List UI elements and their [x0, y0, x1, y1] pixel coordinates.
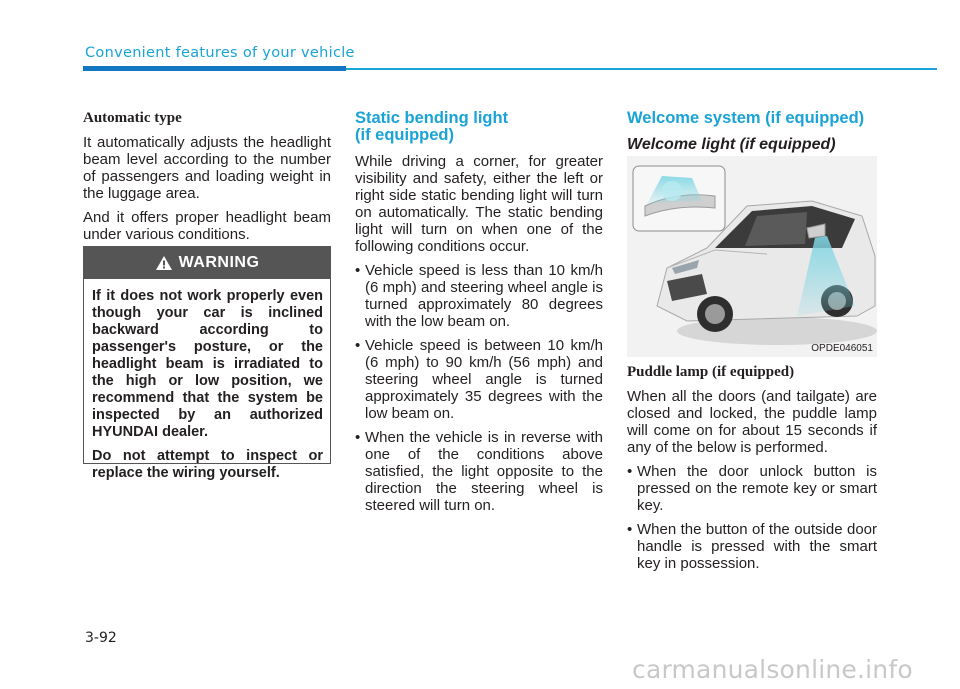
- puddle-lamp-heading: Puddle lamp (if equipped): [627, 364, 795, 380]
- puddle-lamp-conditions: [627, 463, 877, 572]
- column-static-bending-light: [355, 110, 603, 521]
- welcome-light-subheading: Welcome light (if equipped): [627, 136, 836, 153]
- page-number: 3-92: [85, 630, 117, 646]
- list-item: • Vehicle speed is less than 10 km/h (6 mph) and steering wheel angle is turned approximately 80 degrees with the low beam on.: [355, 262, 603, 330]
- warning-triangle-icon: [155, 255, 173, 271]
- warning-box: [83, 246, 331, 481]
- header-bar-secondary: [346, 68, 937, 70]
- warning-paragraph-2: Do not attempt to inspect or replace the wiring yourself.: [92, 448, 323, 481]
- column-puddle-lamp: [627, 364, 877, 579]
- static-bending-conditions: [355, 262, 603, 514]
- list-item: • When the button of the outside door handle is pressed with the smart key in possession.: [627, 521, 877, 572]
- watermark: carmanualsonline.info: [632, 655, 913, 684]
- warning-paragraph-1: If it does not work properly even though your car is inclined backward according to passenger's posture, or the headlight beam is irradiated to the high or low position, we recommend that the system be inspected by an authorized HYUNDAI dealer.: [92, 288, 323, 440]
- static-bending-intro: While driving a corner, for greater visibility and safety, either the left or right side static bending light will turn on automatically. The static bending light will turn on when one of the following conditions occur.: [355, 153, 603, 255]
- static-bending-heading: Static bending light (if equipped): [355, 109, 509, 144]
- automatic-type-paragraph-2: And it offers proper headlight beam under various conditions.: [83, 209, 331, 243]
- warning-label: WARNING: [178, 254, 260, 271]
- header-bar-primary: [83, 66, 346, 71]
- welcome-system-heading: Welcome system (if equipped): [627, 109, 865, 127]
- list-item: • Vehicle speed is between 10 km/h (6 mph) to 90 km/h (56 mph) and steering wheel angle is turned approximately 35 degrees with the low beam on.: [355, 337, 603, 422]
- car-puddle-lamp-illustration: [627, 156, 877, 357]
- image-code: OPDE046051: [811, 343, 873, 354]
- warning-header: [84, 247, 330, 279]
- welcome-light-illustration: [627, 156, 877, 357]
- list-item: • When the door unlock button is pressed on the remote key or smart key.: [627, 463, 877, 514]
- automatic-type-heading: Automatic type: [83, 110, 182, 126]
- column-automatic-type: [83, 110, 331, 250]
- section-title: Convenient features of your vehicle: [85, 45, 355, 61]
- column-welcome-system: [627, 110, 875, 162]
- warning-body: [84, 279, 330, 482]
- list-item: • When the vehicle is in reverse with one of the conditions above satisfied, the light opposite to the direction the steering wheel is steered will turn on.: [355, 429, 603, 514]
- automatic-type-paragraph-1: It automatically adjusts the headlight beam level according to the number of passengers and loading weight in the luggage area.: [83, 134, 331, 202]
- puddle-lamp-intro: When all the doors (and tailgate) are closed and locked, the puddle lamp will come on for about 15 seconds if any of the below is performed.: [627, 388, 877, 456]
